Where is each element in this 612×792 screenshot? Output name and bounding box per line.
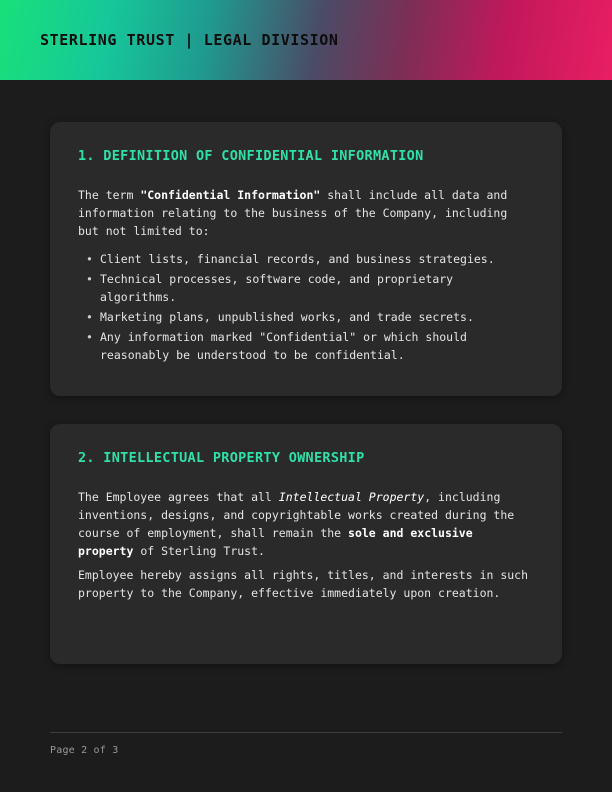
ip-paragraph-two: Employee hereby assigns all rights, titles, and interests in such property to the Company, effective immediately upon creation. (78, 568, 529, 600)
header-title: STERLING TRUST | LEGAL DIVISION (40, 31, 339, 49)
definition-term-bold: "Confidential Information" (140, 188, 321, 202)
definition-text-rest: shall include all data and information relating to the business of the Company, including but not limited to: (78, 188, 508, 238)
document-header-banner (0, 0, 612, 80)
document-footer (50, 732, 562, 756)
ip-term-italic: Intellectual Property (278, 490, 425, 504)
document-page (0, 80, 612, 664)
section-title-ip-ownership: 2. INTELLECTUAL PROPERTY OWNERSHIP (78, 450, 365, 466)
page-number-label: Page 2 of 3 (50, 745, 119, 756)
definition-bullet-list (78, 250, 534, 364)
section-card-definition (50, 122, 562, 396)
section-title-definition: 1. DEFINITION OF CONFIDENTIAL INFORMATION (78, 148, 424, 164)
list-item: • Client lists, financial records, and business strategies. (78, 250, 534, 268)
list-item: • Technical processes, software code, and proprietary algorithms. (78, 270, 534, 306)
footer-divider (50, 732, 562, 733)
list-item: • Marketing plans, unpublished works, and trade secrets. (78, 308, 534, 326)
ip-text-mid: , including inventions, designs, and copyrightable works created during the course of employment, shall remain the (78, 490, 515, 540)
definition-text-lead: The term (78, 188, 141, 202)
section-paragraph-definition (78, 186, 534, 240)
ip-text-tail: of Sterling Trust. (133, 544, 265, 558)
ip-text-lead: The Employee agrees that all (78, 490, 279, 504)
ip-term-bold: sole and exclusive property (78, 526, 473, 558)
ip-paragraph-one (78, 488, 534, 560)
section-card-ip-ownership (50, 424, 562, 664)
list-item: • Any information marked "Confidential" or which should reasonably be understood to be confidential. (78, 328, 534, 364)
